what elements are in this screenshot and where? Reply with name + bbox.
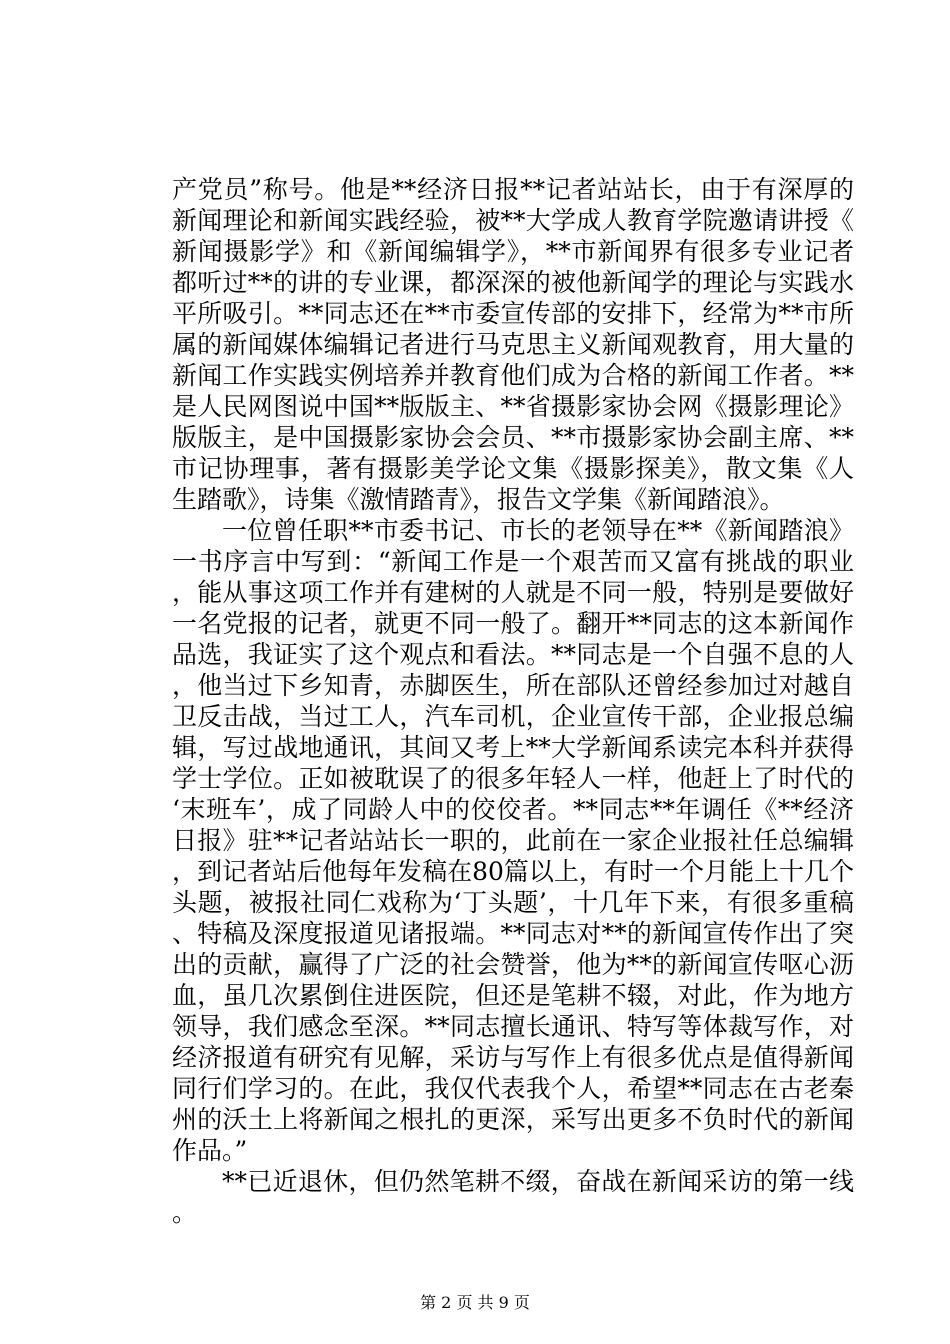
paragraph-1: 产党员”称号。他是**经济日报**记者站站长，由于有深厚的新闻理论和新闻实践经验，被**大学成人教育学院邀请讲授《新闻摄影学》和《新闻编辑学》，**市新闻界有很多专业记者都听过**的讲的专业课，都深深的被他新闻学的理论与实践水平所吸引。**同志还在**市委宣传部的安排下，经常为**市所属的新闻媒体编辑记者进行马克思主义新闻观教育，用大量的新闻工作实践实例培养并教育他们成为合格的新闻工作者。**是人民网图说中国**版版主、**省摄影家协会网《摄影理论》版版主，是中国摄影家协会会员、**市摄影家协会副主席、**市记协理事，著有摄影美学论文集《摄影探美》，散文集《人生踏歌》，诗集《激情踏青》，报告文学集《新闻踏浪》。 (172, 175, 854, 514)
document-body (172, 174, 854, 1228)
page-number-footer: 第 2 页 共 9 页 (420, 1293, 530, 1312)
paragraph-3: **已近退休，但仍然笔耕不缀，奋战在新闻采访的第一线。 (172, 1167, 854, 1227)
paragraph-2: 一位曾任职**市委书记、市长的老领导在**《新闻踏浪》一书序言中写到：“新闻工作是一个艰苦而又富有挑战的职业，能从事这项工作并有建树的人就是不同一般，特别是要做好一名党报的记者，就更不同一般了。翻开**同志的这本新闻作品选，我证实了这个观点和看法。**同志是一个自强不息的人，他当过下乡知青，赤脚医生，所在部队还曾经参加过对越自卫反击战，当过工人，汽车司机，企业宣传干部，企业报总编辑，写过战地通讯，其间又考上**大学新闻系读完本科并获得学士学位。正如被耽误了的很多年轻人一样，他赶上了时代的‘末班车’，成了同龄人中的佼佼者。**同志**年调任《**经济日报》驻**记者站站长一职的，此前在一家企业报社任总编辑，到记者站后他每年发稿在80篇以上，有时一个月能上十几个头题，被报社同仁戏称为‘丁头题’，十几年下来，有很多重稿、特稿及深度报道见诸报端。**同志对**的新闻宣传作出了突出的贡献，赢得了广泛的社会赞誉，他为**的新闻宣传呕心沥血，虽几次累倒住进医院，但还是笔耕不辍，对此，作为地方领导，我们感念至深。**同志擅长通讯、特写等体裁写作，对经济报道有研究有见解，采访与写作上有很多优点是值得新闻同行们学习的。在此，我仅代表我个人，希望**同志在古老秦州的沃土上将新闻之根扎的更深，采写出更多不负时代的新闻作品。” (172, 516, 854, 1165)
